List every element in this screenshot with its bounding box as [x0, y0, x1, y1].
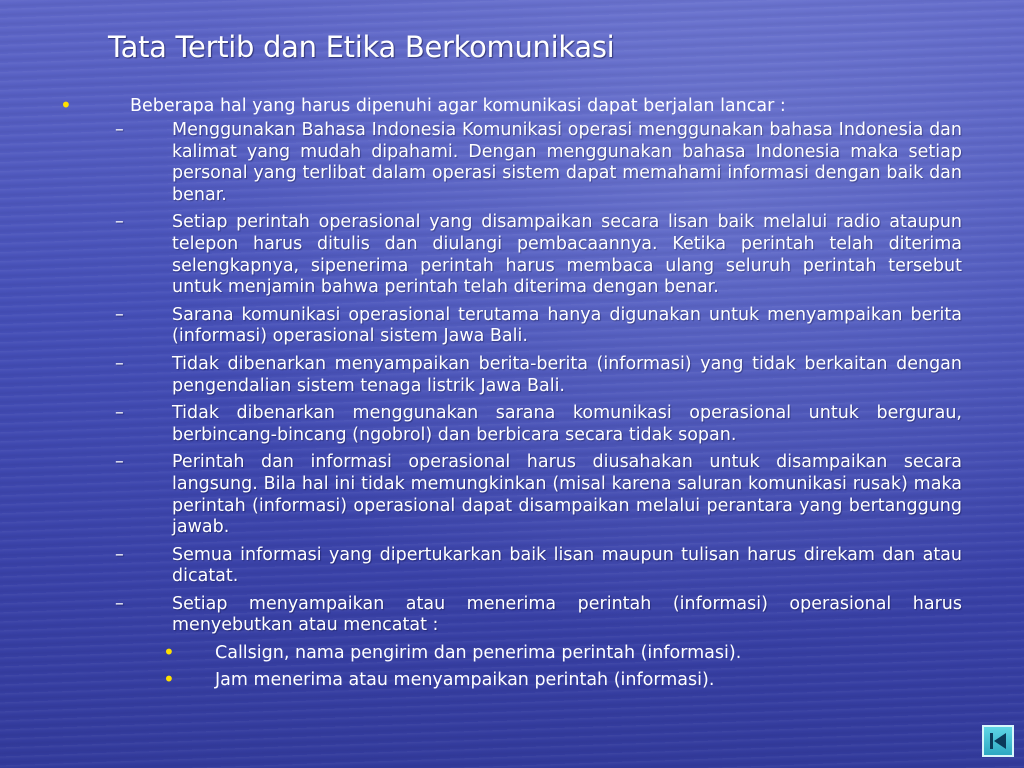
list-item-text: Tidak dibenarkan menggunakan sarana komunikasi operasional untuk bergurau, berbincang-bincang (ngobrol) dan berbicara secara tidak sopan.: [172, 403, 962, 445]
list-item-text: Setiap perintah operasional yang disampaikan secara lisan baik melalui radio ataupun telepon harus ditulis dan diulangi pembacaannya. Ketika perintah telah diterima selengkapnya, sipenerima perintah harus membaca ulang seluruh perintah tersebut untuk menjamin bahwa perintah telah diterima dengan benar.: [172, 212, 962, 298]
list-item: [115, 212, 962, 298]
bullet-icon: •: [60, 93, 72, 117]
sub-list-item: [163, 640, 1024, 665]
list-item-text: Sarana komunikasi operasional terutama hanya digunakan untuk menyampaikan berita (informasi) operasional sistem Jawa Bali.: [172, 304, 962, 347]
first-slide-button[interactable]: [982, 725, 1014, 757]
list-item-text: Tidak dibenarkan menyampaikan berita-berita (informasi) yang tidak berkaitan dengan pengendalian sistem tenaga listrik Jawa Bali.: [172, 353, 962, 396]
first-slide-icon: [984, 727, 1012, 755]
dash-marker: –: [115, 353, 124, 374]
bullet-icon: •: [163, 666, 175, 691]
list-item-text: Menggunakan Bahasa Indonesia Komunikasi operasi menggunakan bahasa Indonesia dan kalimat yang mudah dipahami. Dengan menggunakan bahasa Indonesia maka setiap personal yang terlibat dalam operasi sistem dapat memahami informasi dengan baik dan benar.: [172, 120, 962, 205]
list-item: [115, 452, 962, 538]
slide-title: Tata Tertib dan Etika Berkomunikasi: [108, 30, 615, 64]
list-item: [115, 403, 962, 446]
dash-marker: –: [115, 452, 124, 473]
dash-marker: –: [115, 403, 124, 424]
sub-list-item-text: Callsign, nama pengirim dan penerima perintah (informasi).: [215, 643, 742, 664]
list-item: [115, 120, 962, 206]
list-item: [115, 593, 962, 637]
dash-marker: –: [115, 120, 124, 140]
list-item: [115, 544, 962, 588]
slide-body: [0, 93, 1024, 696]
sub-list-item: [163, 666, 1024, 692]
intro-item: [0, 93, 1024, 117]
list-item: [115, 353, 962, 397]
list-item: [115, 304, 962, 348]
dash-marker: –: [115, 593, 124, 614]
sub-list-item-text: Jam menerima atau menyampaikan perintah (informasi).: [215, 669, 715, 690]
intro-text: Beberapa hal yang harus dipenuhi agar komunikasi dapat berjalan lancar :: [130, 96, 786, 116]
list-item-text: Semua informasi yang dipertukarkan baik lisan maupun tulisan harus direkam dan atau dicatat.: [172, 544, 962, 587]
dash-marker: –: [115, 212, 124, 233]
dash-marker: –: [115, 544, 124, 565]
list-item-text: Setiap menyampaikan atau menerima perintah (informasi) operasional harus menyebutkan atau mencatat :: [172, 593, 962, 636]
list-item-text: Perintah dan informasi operasional harus diusahakan untuk disampaikan secara langsung. Bila hal ini tidak memungkinkan (misal karena saluran komunikasi rusak) maka perintah (informasi) operasional dapat disampaikan melalui perantara yang bertanggung jawab.: [172, 452, 962, 538]
bullet-icon: •: [163, 640, 175, 665]
dash-marker: –: [115, 304, 124, 325]
